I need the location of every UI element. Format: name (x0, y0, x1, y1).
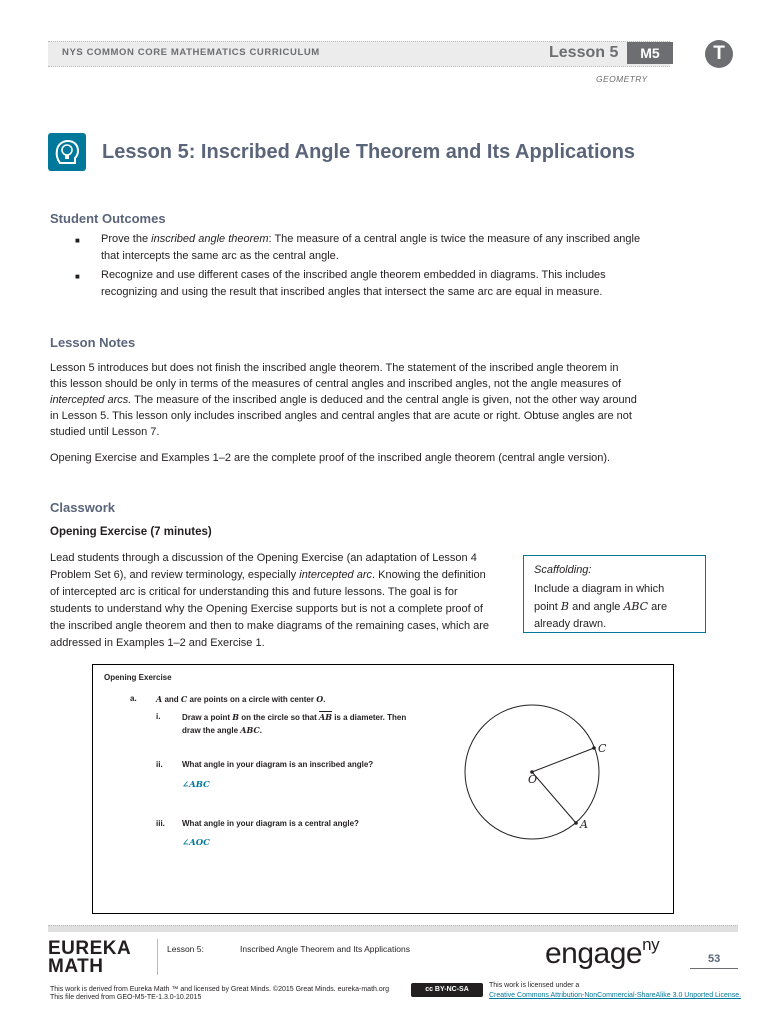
part-iii-label: iii. (156, 819, 165, 828)
classwork-line: Lead students through a discussion of the Opening Exercise (an adaptation of Lesson 4 (50, 552, 477, 564)
scaffolding-line: Include a diagram in which (534, 583, 665, 595)
opening-exercise-subheading: Opening Exercise (7 minutes) (50, 526, 212, 538)
outcome-2-line-2: recognizing and using the result that inscribed angles that intersect the same arc are equal in measure. (101, 286, 603, 298)
label-a: A (580, 818, 588, 831)
radius-oc (532, 748, 594, 772)
part-iii-answer: ∠AOC (182, 838, 210, 848)
classwork-line: Problem Set 6), and review terminology, especially intercepted arc. Knowing the definition (50, 569, 486, 581)
engage-ny-logo: engage$^{ny}$ (545, 935, 660, 970)
license-line-1: This work is licensed under a (489, 982, 580, 989)
notes-heading: Lesson Notes (50, 335, 136, 350)
point-c (592, 746, 596, 750)
classwork-heading: Classwork (50, 500, 116, 515)
part-i-label: i. (156, 712, 161, 721)
credit-line-2: This file derived from GEO-M5-TE-1.3.0-10.2015 (50, 994, 202, 1001)
point-a (574, 821, 578, 825)
part-ii-label: ii. (156, 760, 163, 769)
eureka-math-logo: EUREKA MATH (48, 938, 132, 977)
outcomes-heading: Student Outcomes (50, 211, 166, 226)
curriculum-label: NYS COMMON CORE MATHEMATICS CURRICULUM (62, 47, 320, 58)
label-o: O (528, 773, 538, 786)
page-number-rule (690, 968, 738, 969)
bullet: ■ (75, 236, 80, 245)
subject-label: GEOMETRY (596, 74, 648, 84)
footer-bar (48, 925, 738, 932)
notes-line: intercepted arcs. The measure of the inscribed angle is deduced and the central angle is given, not the other way around (50, 394, 637, 406)
notes-line: studied until Lesson 7. (50, 426, 160, 438)
notes-line: in Lesson 5. This lesson only includes inscribed angles and central angles that are acute or right. Obtuse angles are not (50, 410, 632, 422)
bullet: ■ (75, 272, 80, 281)
part-i-line-2: draw the angle ABC. (182, 725, 262, 735)
classwork-line: addressed in Examples 1–2 and Exercise 1. (50, 637, 265, 649)
classwork-line: of intercepted arc is critical for understanding this and future lessons. The goal is for (50, 586, 458, 598)
radius-oa (532, 772, 576, 823)
module-badge: M5 (627, 42, 673, 64)
outcome-2-line-1: Recognize and use different cases of the inscribed angle theorem embedded in diagrams. This includes (101, 269, 606, 281)
scaffolding-title: Scaffolding: (534, 564, 592, 576)
cc-license-badge: cc BY-NC-SA (411, 983, 483, 997)
classwork-line: students to understand why the Opening Exercise supports but is not a complete proof of (50, 603, 483, 615)
license-link[interactable]: Creative Commons Attribution-NonCommercial-ShareAlike 3.0 Unported License. (489, 992, 742, 999)
scaffolding-box (523, 555, 706, 633)
lightbulb-head-icon (48, 133, 86, 171)
outcome-1-line-2: that intercepts the same arc as the central angle. (101, 250, 339, 262)
exercise-title: Opening Exercise (104, 673, 172, 682)
scaffolding-line: already drawn. (534, 618, 607, 630)
credit-line-1: This work is derived from Eureka Math ™ and licensed by Great Minds. ©2015 Great Minds. eureka-math.org (50, 986, 389, 993)
part-ii-answer: ∠ABC (182, 780, 210, 790)
part-i-line-1: Draw a point B on the circle so that $\overline{AB}$ is a diameter. Then (182, 712, 407, 722)
lesson-number: Lesson 5 (549, 44, 619, 61)
page-title: Lesson 5: Inscribed Angle Theorem and Its Applications (102, 141, 636, 163)
footer-divider (157, 939, 158, 975)
part-a-text: A and C are points on a circle with center O. (156, 694, 326, 704)
footer-lesson-title: Inscribed Angle Theorem and Its Applications (240, 944, 410, 954)
label-c: C (598, 742, 607, 755)
part-a-label: a. (130, 694, 137, 703)
footer-lesson: Lesson 5: (167, 944, 204, 954)
scaffolding-line: point B and angle ABC are (534, 600, 668, 613)
outcome-1-line-1: Prove the inscribed angle theorem: The measure of a central angle is twice the measure of any inscribed angle (101, 233, 641, 245)
notes-line: Lesson 5 introduces but does not finish the inscribed angle theorem. The statement of the inscribed angle theorem in (50, 362, 619, 374)
part-iii-question: What angle in your diagram is a central angle? (182, 819, 359, 828)
classwork-line: the inscribed angle theorem and then to make diagrams of the remaining cases, which are (50, 620, 490, 632)
page-number: 53 (708, 953, 721, 965)
part-ii-question: What angle in your diagram is an inscribed angle? (182, 760, 374, 769)
teacher-badge: T (705, 40, 733, 68)
notes-paragraph-2: Opening Exercise and Examples 1–2 are the complete proof of the inscribed angle theorem (central angle version). (50, 452, 611, 464)
notes-line: this lesson should be only in terms of the measures of central angles and inscribed angles, not the angle measures of (50, 378, 622, 390)
